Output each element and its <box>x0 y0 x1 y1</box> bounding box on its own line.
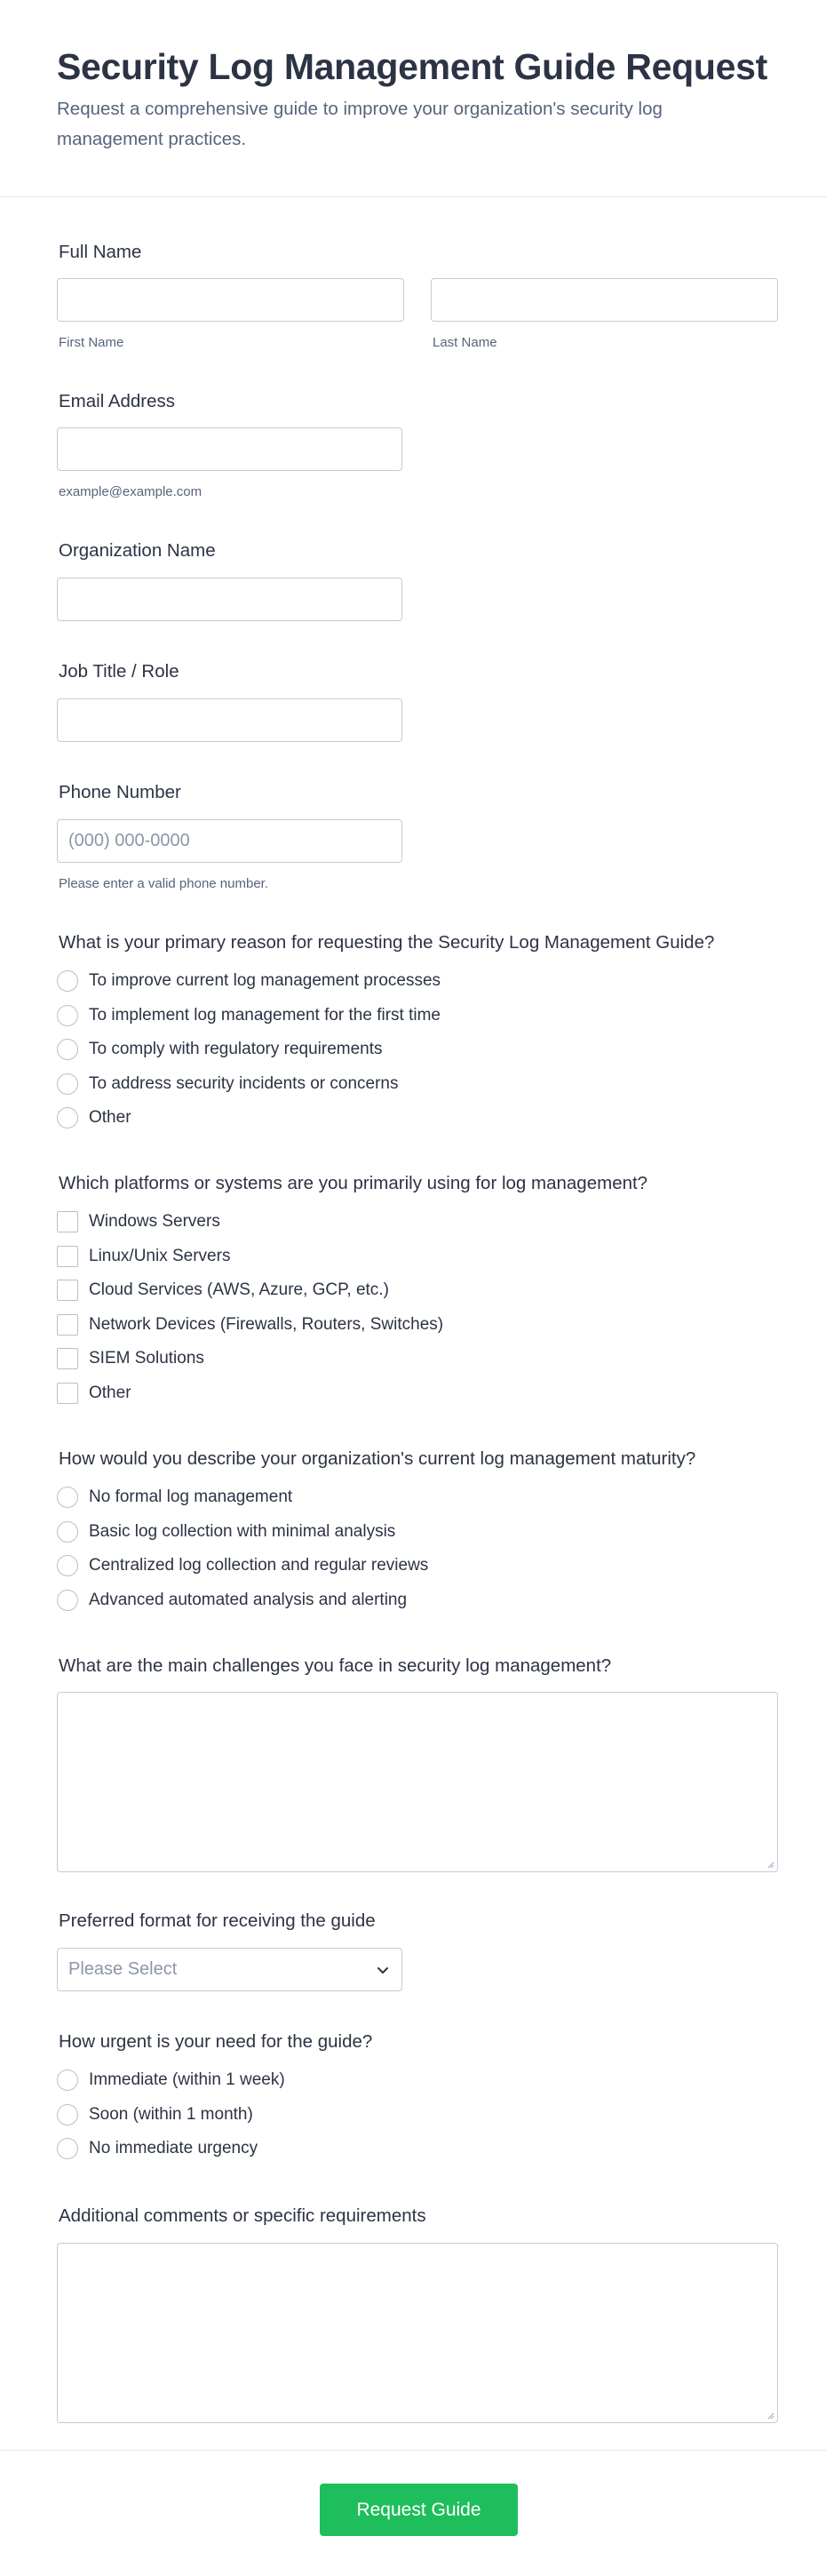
last-name-input[interactable] <box>431 278 778 322</box>
chevron-down-icon <box>375 1962 391 1978</box>
maturity-option[interactable] <box>57 1485 292 1510</box>
platform-option[interactable] <box>57 1278 389 1303</box>
checkbox[interactable] <box>57 1246 78 1267</box>
maturity-option-label: Advanced automated analysis and alerting <box>89 1591 408 1609</box>
maturity-option[interactable] <box>57 1588 407 1613</box>
organization-input[interactable] <box>57 578 402 621</box>
reason-option[interactable] <box>57 1003 441 1028</box>
urgency-option[interactable] <box>57 2068 285 2093</box>
platforms-label: Which platforms or systems are you primarily using for log management? <box>59 1173 648 1193</box>
radio-button[interactable] <box>57 970 78 992</box>
maturity-option-label: Centralized log collection and regular reviews <box>89 1556 429 1575</box>
platform-option[interactable] <box>57 1346 204 1371</box>
job-title-input[interactable] <box>57 698 402 742</box>
format-label: Preferred format for receiving the guide <box>59 1910 376 1931</box>
platform-option[interactable] <box>57 1244 230 1269</box>
platform-option[interactable] <box>57 1381 131 1406</box>
radio-button[interactable] <box>57 1039 78 1060</box>
radio-button[interactable] <box>57 1521 78 1543</box>
radio-button[interactable] <box>57 1073 78 1095</box>
phone-input[interactable]: (000) 000-0000 <box>57 819 402 863</box>
platform-option-label: Other <box>89 1384 131 1402</box>
maturity-option[interactable] <box>57 1519 395 1544</box>
maturity-label: How would you describe your organization's current log management maturity? <box>59 1448 696 1469</box>
request-guide-button[interactable]: Request Guide <box>320 2484 518 2536</box>
platform-option-label: Network Devices (Firewalls, Routers, Switches) <box>89 1315 444 1334</box>
radio-button[interactable] <box>57 2070 78 2091</box>
checkbox[interactable] <box>57 1211 78 1232</box>
full-name-label: Full Name <box>59 242 142 262</box>
urgency-label: How urgent is your need for the guide? <box>59 2031 373 2052</box>
reason-option[interactable] <box>57 1037 383 1062</box>
platform-option-label: Windows Servers <box>89 1212 220 1231</box>
reason-label: What is your primary reason for requesting the Security Log Management Guide? <box>59 932 715 953</box>
reason-option-label: Other <box>89 1108 131 1127</box>
maturity-option-label: No formal log management <box>89 1487 293 1506</box>
phone-label: Phone Number <box>59 782 181 802</box>
checkbox[interactable] <box>57 1383 78 1404</box>
resize-grip-icon[interactable] <box>766 2411 774 2420</box>
reason-option-label: To implement log management for the first time <box>89 1006 441 1025</box>
email-label: Email Address <box>59 391 176 411</box>
comments-textarea[interactable] <box>57 2243 778 2423</box>
platform-option-label: Cloud Services (AWS, Azure, GCP, etc.) <box>89 1280 389 1299</box>
format-select[interactable] <box>57 1948 402 1991</box>
reason-option[interactable] <box>57 1072 399 1097</box>
radio-button[interactable] <box>57 1005 78 1026</box>
format-select-value: Please Select <box>68 1959 178 1979</box>
phone-sublabel: Please enter a valid phone number. <box>59 876 268 891</box>
form-header <box>0 0 826 197</box>
first-name-sublabel: First Name <box>59 335 124 350</box>
radio-button[interactable] <box>57 1590 78 1611</box>
email-sublabel: example@example.com <box>59 484 203 499</box>
first-name-input[interactable] <box>57 278 404 322</box>
last-name-sublabel: Last Name <box>433 335 497 350</box>
organization-label: Organization Name <box>59 540 216 561</box>
page-title: Security Log Management Guide Request <box>57 46 767 87</box>
radio-button[interactable] <box>57 1487 78 1508</box>
urgency-option[interactable] <box>57 2136 258 2161</box>
reason-option-label: To improve current log management processes <box>89 971 441 990</box>
radio-button[interactable] <box>57 1107 78 1128</box>
urgency-option-label: No immediate urgency <box>89 2139 258 2157</box>
checkbox[interactable] <box>57 1348 78 1369</box>
checkbox[interactable] <box>57 1280 78 1301</box>
radio-button[interactable] <box>57 2104 78 2125</box>
reason-option[interactable] <box>57 1105 131 1130</box>
comments-label: Additional comments or specific requirements <box>59 2205 426 2226</box>
resize-grip-icon[interactable] <box>766 1860 774 1869</box>
reason-option[interactable] <box>57 969 441 993</box>
challenges-label: What are the main challenges you face in security log management? <box>59 1655 612 1676</box>
radio-button[interactable] <box>57 1555 78 1576</box>
urgency-option-label: Soon (within 1 month) <box>89 2105 253 2124</box>
maturity-option[interactable] <box>57 1553 428 1578</box>
urgency-option-label: Immediate (within 1 week) <box>89 2070 285 2089</box>
urgency-option[interactable] <box>57 2102 253 2127</box>
checkbox[interactable] <box>57 1314 78 1336</box>
radio-button[interactable] <box>57 2138 78 2159</box>
page-subtitle: Request a comprehensive guide to improve your organization's security log management practices. <box>57 99 663 149</box>
reason-option-label: To comply with regulatory requirements <box>89 1040 383 1058</box>
platform-option[interactable] <box>57 1312 443 1337</box>
platform-option-label: SIEM Solutions <box>89 1349 204 1368</box>
challenges-textarea[interactable] <box>57 1692 778 1872</box>
reason-option-label: To address security incidents or concerns <box>89 1074 399 1093</box>
job-title-label: Job Title / Role <box>59 661 179 682</box>
maturity-option-label: Basic log collection with minimal analysis <box>89 1522 396 1541</box>
platform-option[interactable] <box>57 1209 220 1234</box>
email-input[interactable] <box>57 427 402 471</box>
platform-option-label: Linux/Unix Servers <box>89 1247 231 1265</box>
